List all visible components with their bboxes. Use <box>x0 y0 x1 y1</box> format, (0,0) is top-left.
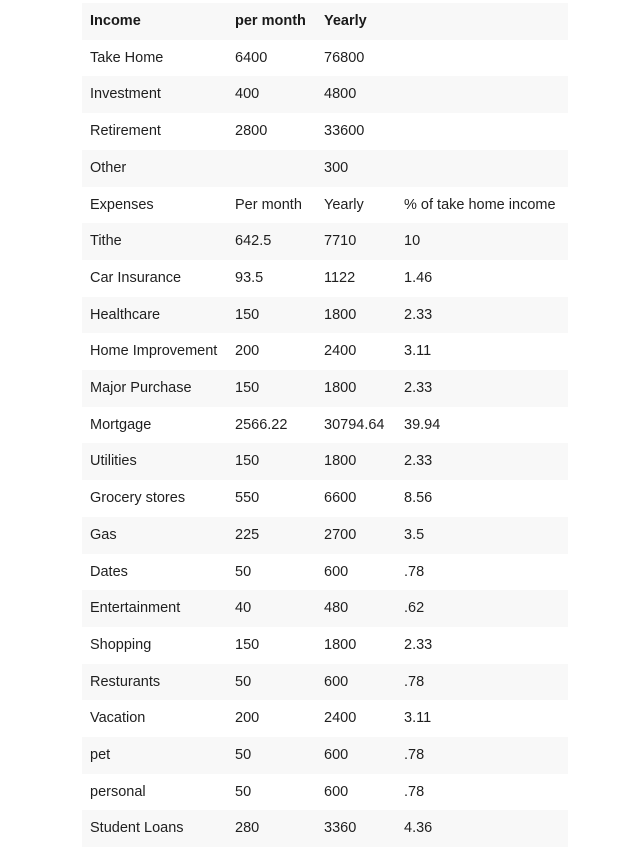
cell-per-month <box>227 150 316 187</box>
table-row <box>82 333 568 370</box>
cell-percent: 2.33 <box>404 636 433 653</box>
cell-per-month: 93.5 <box>235 269 264 286</box>
cell-category: Retirement <box>90 123 161 140</box>
cell-percent: .78 <box>404 783 425 800</box>
cell-percent: 10 <box>404 233 421 250</box>
table-row <box>82 517 568 554</box>
table-row <box>82 113 568 150</box>
cell-category: Mortgage <box>90 416 152 433</box>
cell-per-month: 200 <box>235 343 260 360</box>
cell-per-month: 6400 <box>235 49 268 66</box>
cell-percent: 3.5 <box>404 526 425 543</box>
table-row <box>82 370 568 407</box>
cell-yearly: 7710 <box>324 233 357 250</box>
cell-yearly: 480 <box>324 600 349 617</box>
header-cell-percent <box>396 3 568 40</box>
cell-category: Vacation <box>90 710 146 727</box>
cell-percent <box>396 40 568 77</box>
cell-percent: .78 <box>404 747 425 764</box>
cell-percent: .62 <box>404 600 425 617</box>
cell-per-month: 2800 <box>235 123 268 140</box>
cell-yearly: 33600 <box>324 123 365 140</box>
cell-per-month: 280 <box>235 820 260 837</box>
cell-category: Investment <box>90 86 161 103</box>
header-cell-category: Income <box>90 13 141 29</box>
cell-category: Take Home <box>90 49 164 66</box>
table-row <box>82 700 568 737</box>
cell-yearly: 3360 <box>324 820 357 837</box>
table-row <box>82 187 568 224</box>
table-row <box>82 443 568 480</box>
cell-category: Other <box>90 159 127 176</box>
cell-category: personal <box>90 783 146 800</box>
cell-category: Tithe <box>90 233 122 250</box>
cell-category: Home Improvement <box>90 343 218 360</box>
cell-yearly: 4800 <box>324 86 357 103</box>
cell-per-month: 50 <box>235 673 252 690</box>
cell-per-month: 50 <box>235 747 252 764</box>
header-cell-per-month: per month <box>235 13 306 29</box>
cell-category: Shopping <box>90 636 152 653</box>
cell-per-month: 150 <box>235 453 260 470</box>
cell-per-month: 400 <box>235 86 260 103</box>
table-row <box>82 590 568 627</box>
cell-percent: .78 <box>404 563 425 580</box>
cell-per-month: 225 <box>235 526 260 543</box>
table-body <box>82 3 568 847</box>
cell-category: Resturants <box>90 673 161 690</box>
cell-yearly: 600 <box>324 673 349 690</box>
cell-yearly: 600 <box>324 783 349 800</box>
cell-category: Student Loans <box>90 820 184 837</box>
cell-percent <box>396 150 568 187</box>
cell-yearly: 1800 <box>324 636 357 653</box>
table-row <box>82 150 568 187</box>
cell-yearly: 1800 <box>324 453 357 470</box>
cell-yearly: 600 <box>324 747 349 764</box>
cell-category: pet <box>90 747 111 764</box>
table-row <box>82 810 568 847</box>
cell-per-month: 150 <box>235 636 260 653</box>
table-row <box>82 480 568 517</box>
cell-per-month: 50 <box>235 783 252 800</box>
table-row <box>82 664 568 701</box>
cell-category: Grocery stores <box>90 490 186 507</box>
cell-per-month: 150 <box>235 306 260 323</box>
cell-yearly: 30794.64 <box>324 416 385 433</box>
cell-category: Major Purchase <box>90 380 192 397</box>
cell-yearly: 1122 <box>324 269 356 286</box>
table-row <box>82 737 568 774</box>
cell-yearly: 600 <box>324 563 349 580</box>
cell-percent <box>396 76 568 113</box>
cell-category: Expenses <box>90 196 154 213</box>
cell-percent: 2.33 <box>404 306 433 323</box>
table-row <box>82 627 568 664</box>
cell-category: Healthcare <box>90 306 161 323</box>
cell-percent: .78 <box>404 673 425 690</box>
cell-per-month: 40 <box>235 600 252 617</box>
cell-yearly: 1800 <box>324 380 357 397</box>
cell-category: Utilities <box>90 453 137 470</box>
cell-yearly: 2400 <box>324 343 357 360</box>
table-row <box>82 40 568 77</box>
cell-per-month: 50 <box>235 563 252 580</box>
cell-per-month: Per month <box>235 196 302 213</box>
cell-per-month: 642.5 <box>235 233 272 250</box>
table-row <box>82 407 568 444</box>
cell-per-month: 550 <box>235 490 260 507</box>
budget-table <box>82 3 568 847</box>
cell-percent: 39.94 <box>404 416 441 433</box>
cell-per-month: 200 <box>235 710 260 727</box>
cell-percent <box>396 113 568 150</box>
table-row <box>82 260 568 297</box>
cell-category: Car Insurance <box>90 269 182 286</box>
cell-yearly: Yearly <box>324 196 364 213</box>
cell-yearly: 2400 <box>324 710 357 727</box>
cell-per-month: 150 <box>235 380 260 397</box>
header-cell-yearly: Yearly <box>324 13 367 29</box>
cell-yearly: 6600 <box>324 490 357 507</box>
cell-per-month: 2566.22 <box>235 416 288 433</box>
cell-category: Dates <box>90 563 128 580</box>
table-row <box>82 76 568 113</box>
cell-yearly: 1800 <box>324 306 357 323</box>
cell-percent: 8.56 <box>404 490 433 507</box>
cell-percent: 1.46 <box>404 269 433 286</box>
cell-yearly: 76800 <box>324 49 365 66</box>
cell-category: Gas <box>90 526 117 543</box>
table-row <box>82 297 568 334</box>
cell-percent: 2.33 <box>404 380 433 397</box>
table-row <box>82 774 568 811</box>
cell-percent: 2.33 <box>404 453 433 470</box>
table-row <box>82 223 568 260</box>
cell-percent: 4.36 <box>404 820 433 837</box>
cell-yearly: 2700 <box>324 526 357 543</box>
table-row <box>82 554 568 591</box>
cell-yearly: 300 <box>324 159 349 176</box>
cell-category: Entertainment <box>90 600 181 617</box>
cell-percent: % of take home income <box>404 196 556 213</box>
table-header-row <box>82 3 568 40</box>
cell-percent: 3.11 <box>404 343 432 360</box>
cell-percent: 3.11 <box>404 710 432 727</box>
